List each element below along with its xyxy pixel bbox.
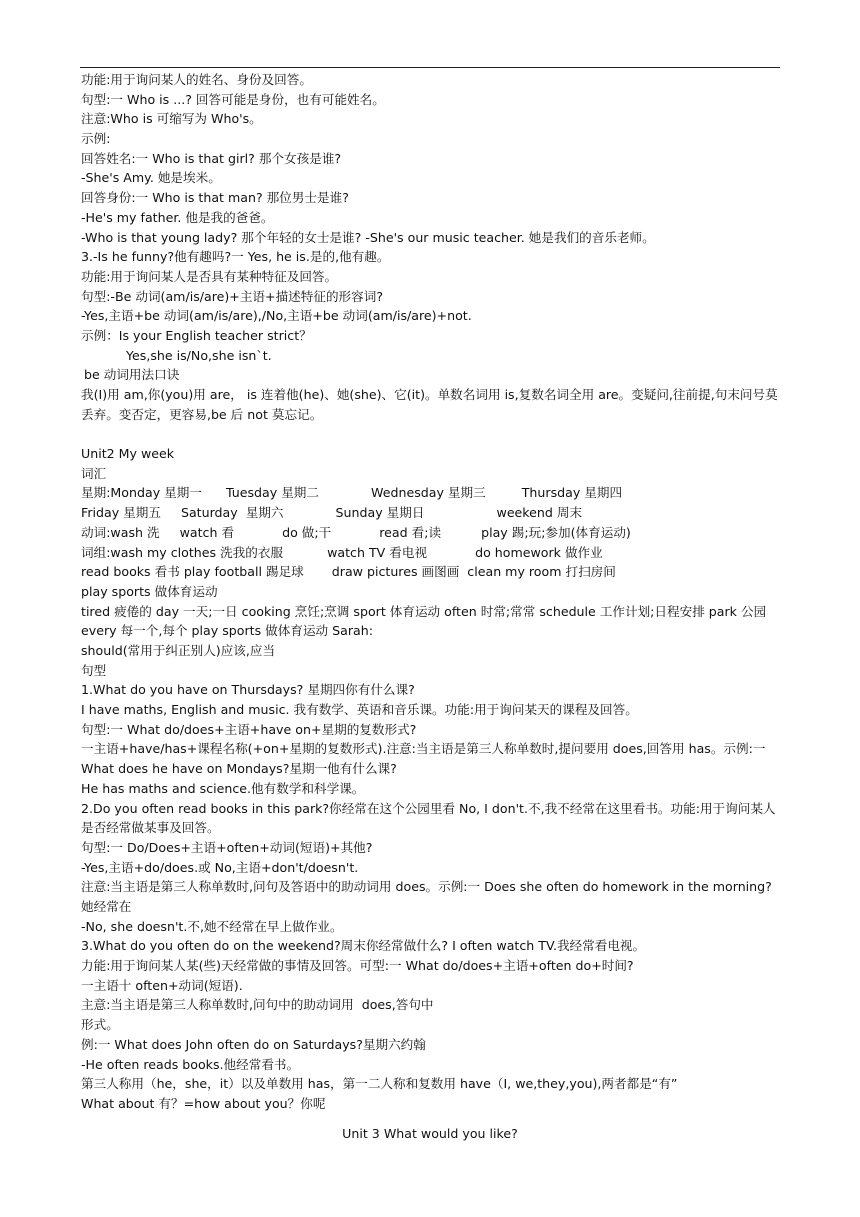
text-line: -He often reads books.他经常看书。 — [81, 1056, 300, 1072]
paragraph: 一主语+have/has+课程名称(+on+星期的复数形式).注意:当主语是第三人称单数时,提问要用 does,回答用 has。示例:一 What does he have on Mondays?星期一他有什么课? — [81, 741, 766, 777]
text-line: 力能:用于询问某人某(些)天经常做的事情及回答。可型:一 What do/does+主语+often do+时间? — [81, 958, 634, 974]
text-line: -She's Amy. 她是埃米。 — [81, 170, 221, 186]
text-line: 句型:-Be 动词(am/is/are)+主语+描述特征的形容词? — [81, 288, 384, 304]
text-line: He has maths and science.他有数学和科学课。 — [81, 780, 365, 796]
text-line: 句型:一 Do/Does+主语+often+动词(短语)+其他? — [81, 839, 373, 855]
text-line: 一主语十 often+动词(短语). — [81, 977, 243, 993]
text-line: Yes,she is/No,she isn`t. — [126, 347, 272, 363]
unit-3-heading: Unit 3 What would you like? — [342, 1126, 518, 1141]
text-line: What about 有？=how about you？你呢 — [81, 1095, 326, 1111]
text-line: -Yes,主语+be 动词(am/is/are),/No,主语+be 动词(am/is/are)+not. — [81, 308, 472, 324]
text-line: -No, she doesn't.不,她不经常在早上做作业。 — [81, 918, 343, 934]
text-line: read books 看书 play football 踢足球 draw pictures 画图画 clean my room 打扫房间 — [81, 564, 616, 580]
paragraph: 我(I)用 am,你(you)用 are， is 连着他(he)、她(she)、它(it)。单数名词用 is,复数名词全用 are。变疑问,往前提,句末问号莫丢弃。变否定，更容易,be 后 not 莫忘记。 — [81, 387, 778, 422]
header-rule — [80, 67, 780, 68]
text-line: play sports 做体育运动 — [81, 583, 218, 599]
text-line: 3.-Is he funny?他有趣吗?一 Yes, he is.是的,他有趣。 — [81, 249, 390, 265]
text-line: should(常用于纠正别人)应该,应当 — [81, 643, 276, 658]
text-line: 回答身份:一 Who is that man? 那位男士是谁? — [81, 190, 349, 206]
text-line: 例:一 What does John often do on Saturdays?星期六约翰 — [81, 1036, 426, 1052]
text-line: -Yes,主语+do/does.或 No,主语+don't/doesn't. — [81, 859, 359, 875]
text-line: 回答姓名:一 Who is that girl? 那个女孩是谁? — [81, 150, 342, 166]
section-heading: 词汇 — [81, 465, 107, 481]
paragraph: tired 疲倦的 day 一天;一日 cooking 烹饪;烹调 sport 体育运动 often 时常;常常 schedule 工作计划;日程安排 park 公园 every 每一个,每个 play sports 做体育运动 Sarah: — [81, 603, 767, 639]
paragraph: 2.Do you often read books in this park?你经常在这个公园里看 No, I don't.不,我不经常在这里看书。功能:用于询问某人是否经常做某事及回答。 — [81, 800, 776, 836]
text-line: 主意:当主语是第三人称单数时,问句中的助动词用 does,答句中 — [81, 997, 434, 1013]
text-line: 第三人称用（he，she，it）以及单数用 has，第一二人称和复数用 have（I, we,they,you),两者都是“有” — [81, 1076, 678, 1092]
text-line: 功能:用于询问某人是否具有某种特征及回答。 — [81, 268, 338, 284]
text-line: -He's my father. 他是我的爸爸。 — [81, 209, 274, 225]
text-line: 功能:用于询问某人的姓名、身份及回答。 — [81, 72, 312, 87]
text-line: -Who is that young lady? 那个年轻的女士是谁? -She's our music teacher. 她是我们的音乐老师。 — [81, 229, 655, 245]
document-body — [81, 70, 781, 1114]
text-line: 形式。 — [81, 1017, 119, 1033]
text-line: 句型:一 Who is ...? 回答可能是身份，也有可能姓名。 — [81, 91, 385, 107]
text-line: 词组:wash my clothes 洗我的衣服 watch TV 看电视 do homework 做作业 — [81, 544, 603, 560]
subheading: be 动词用法口诀 — [84, 367, 180, 383]
text-line: 示例：Is your English teacher strict？ — [81, 327, 312, 343]
text-line: 动词:wash 洗 watch 看 do 做;干 read 看;读 play 踢;玩;参加(体育运动) — [81, 524, 631, 540]
text-line: I have maths, English and music. 我有数学、英语和音乐课。功能:用于询问某天的课程及回答。 — [81, 702, 638, 718]
text-line: Friday 星期五 Saturday 星期六 Sunday 星期日 weekend 周末 — [81, 505, 583, 521]
section-heading: 句型 — [81, 662, 107, 678]
unit-heading: Unit2 My week — [81, 446, 175, 462]
text-line: 星期:Monday 星期一 Tuesday 星期二 Wednesday 星期三 Thursday 星期四 — [81, 485, 623, 501]
text-line: 句型:一 What do/does+主语+have on+星期的复数形式? — [81, 721, 417, 737]
text-line: 3.What do you often do on the weekend?周末你经常做什么? I often watch TV.我经常看电视。 — [81, 938, 646, 954]
paragraph: 注意:当主语是第三人称单数时,问句及答语中的助动词用 does。示例:一 Does she often do homework in the morning?她经常在 — [81, 879, 772, 915]
text-line: 注意:Who is 可缩写为 Who's。 — [81, 111, 262, 127]
blank-line — [81, 424, 781, 444]
text-line: 示例: — [81, 131, 111, 147]
text-line: 1.What do you have on Thursdays? 星期四你有什么课? — [81, 682, 415, 698]
